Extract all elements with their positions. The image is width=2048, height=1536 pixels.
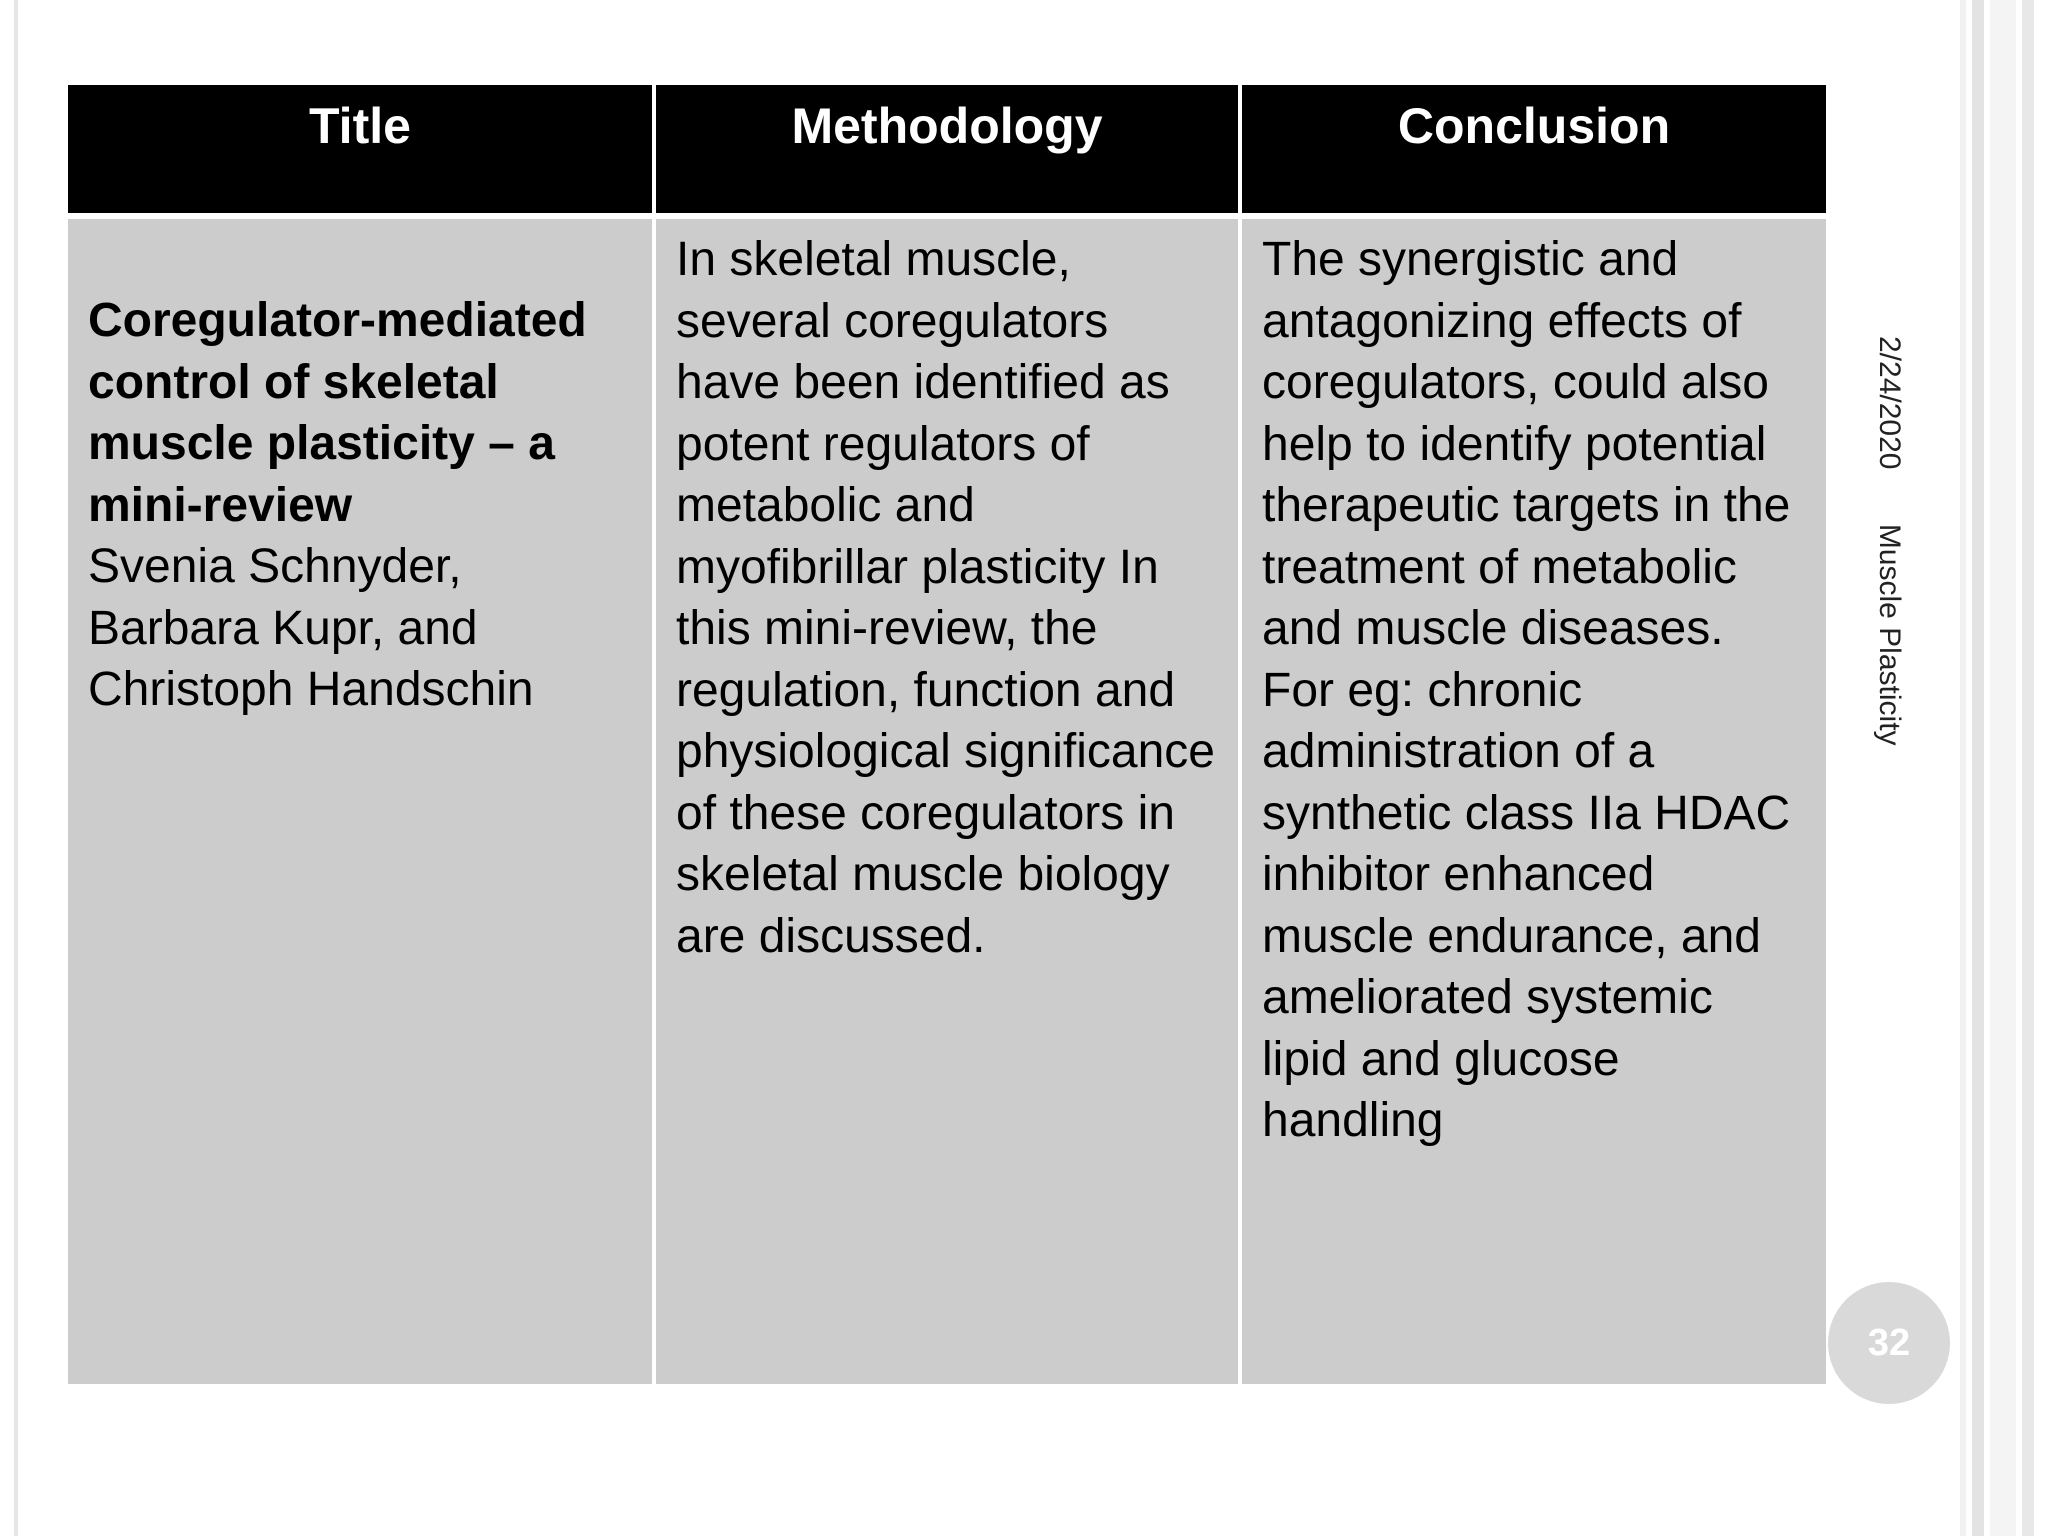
header-methodology: Methodology xyxy=(654,85,1240,216)
header-conclusion: Conclusion xyxy=(1240,85,1826,216)
slide-topic: Muscle Plasticity xyxy=(1873,523,1906,746)
title-cell xyxy=(68,216,654,1384)
conclusion-text: The synergistic and antagonizing effects of coregulators, could also help to identify potential therapeutic targets in the treatment of metabolic and muscle diseases. xyxy=(1262,233,1791,655)
paper-authors: Svenia Schnyder, Barbara Kupr, and Christoph Handschin xyxy=(88,540,534,716)
conclusion-example: For eg: chronic administration of a synthetic class IIa HDAC inhibitor enhanced muscle endurance, and ameliorated systemic lipid and glucose handling xyxy=(1262,663,1791,1147)
paper-title: Coregulator-mediated control of skeletal muscle plasticity – a mini-review xyxy=(88,294,587,532)
header-title: Title xyxy=(68,85,654,216)
conclusion-cell xyxy=(1240,216,1826,1384)
slide-date: 2/24/2020 xyxy=(1873,336,1906,470)
table-row xyxy=(68,216,1826,1384)
left-frame-line xyxy=(14,0,18,1536)
methodology-text: In skeletal muscle, several coregulators have been identified as potent regulators of metabolic and myofibrillar plasticity In this mini-review, the regulation, function and physiological significance of these coregulators in skeletal muscle biology are discussed. xyxy=(676,233,1215,963)
table-header-row xyxy=(68,85,1826,216)
right-frame-line xyxy=(2022,0,2034,1536)
right-frame-line xyxy=(1960,0,1966,1536)
page-number: 32 xyxy=(1867,1321,1911,1364)
slide-footer-vertical xyxy=(1872,336,1906,746)
methodology-cell xyxy=(654,216,1240,1384)
right-frame-line xyxy=(1972,0,1984,1536)
right-frame-line xyxy=(1990,0,2016,1536)
page-number-badge xyxy=(1828,1282,1950,1404)
summary-table xyxy=(68,85,1826,1384)
